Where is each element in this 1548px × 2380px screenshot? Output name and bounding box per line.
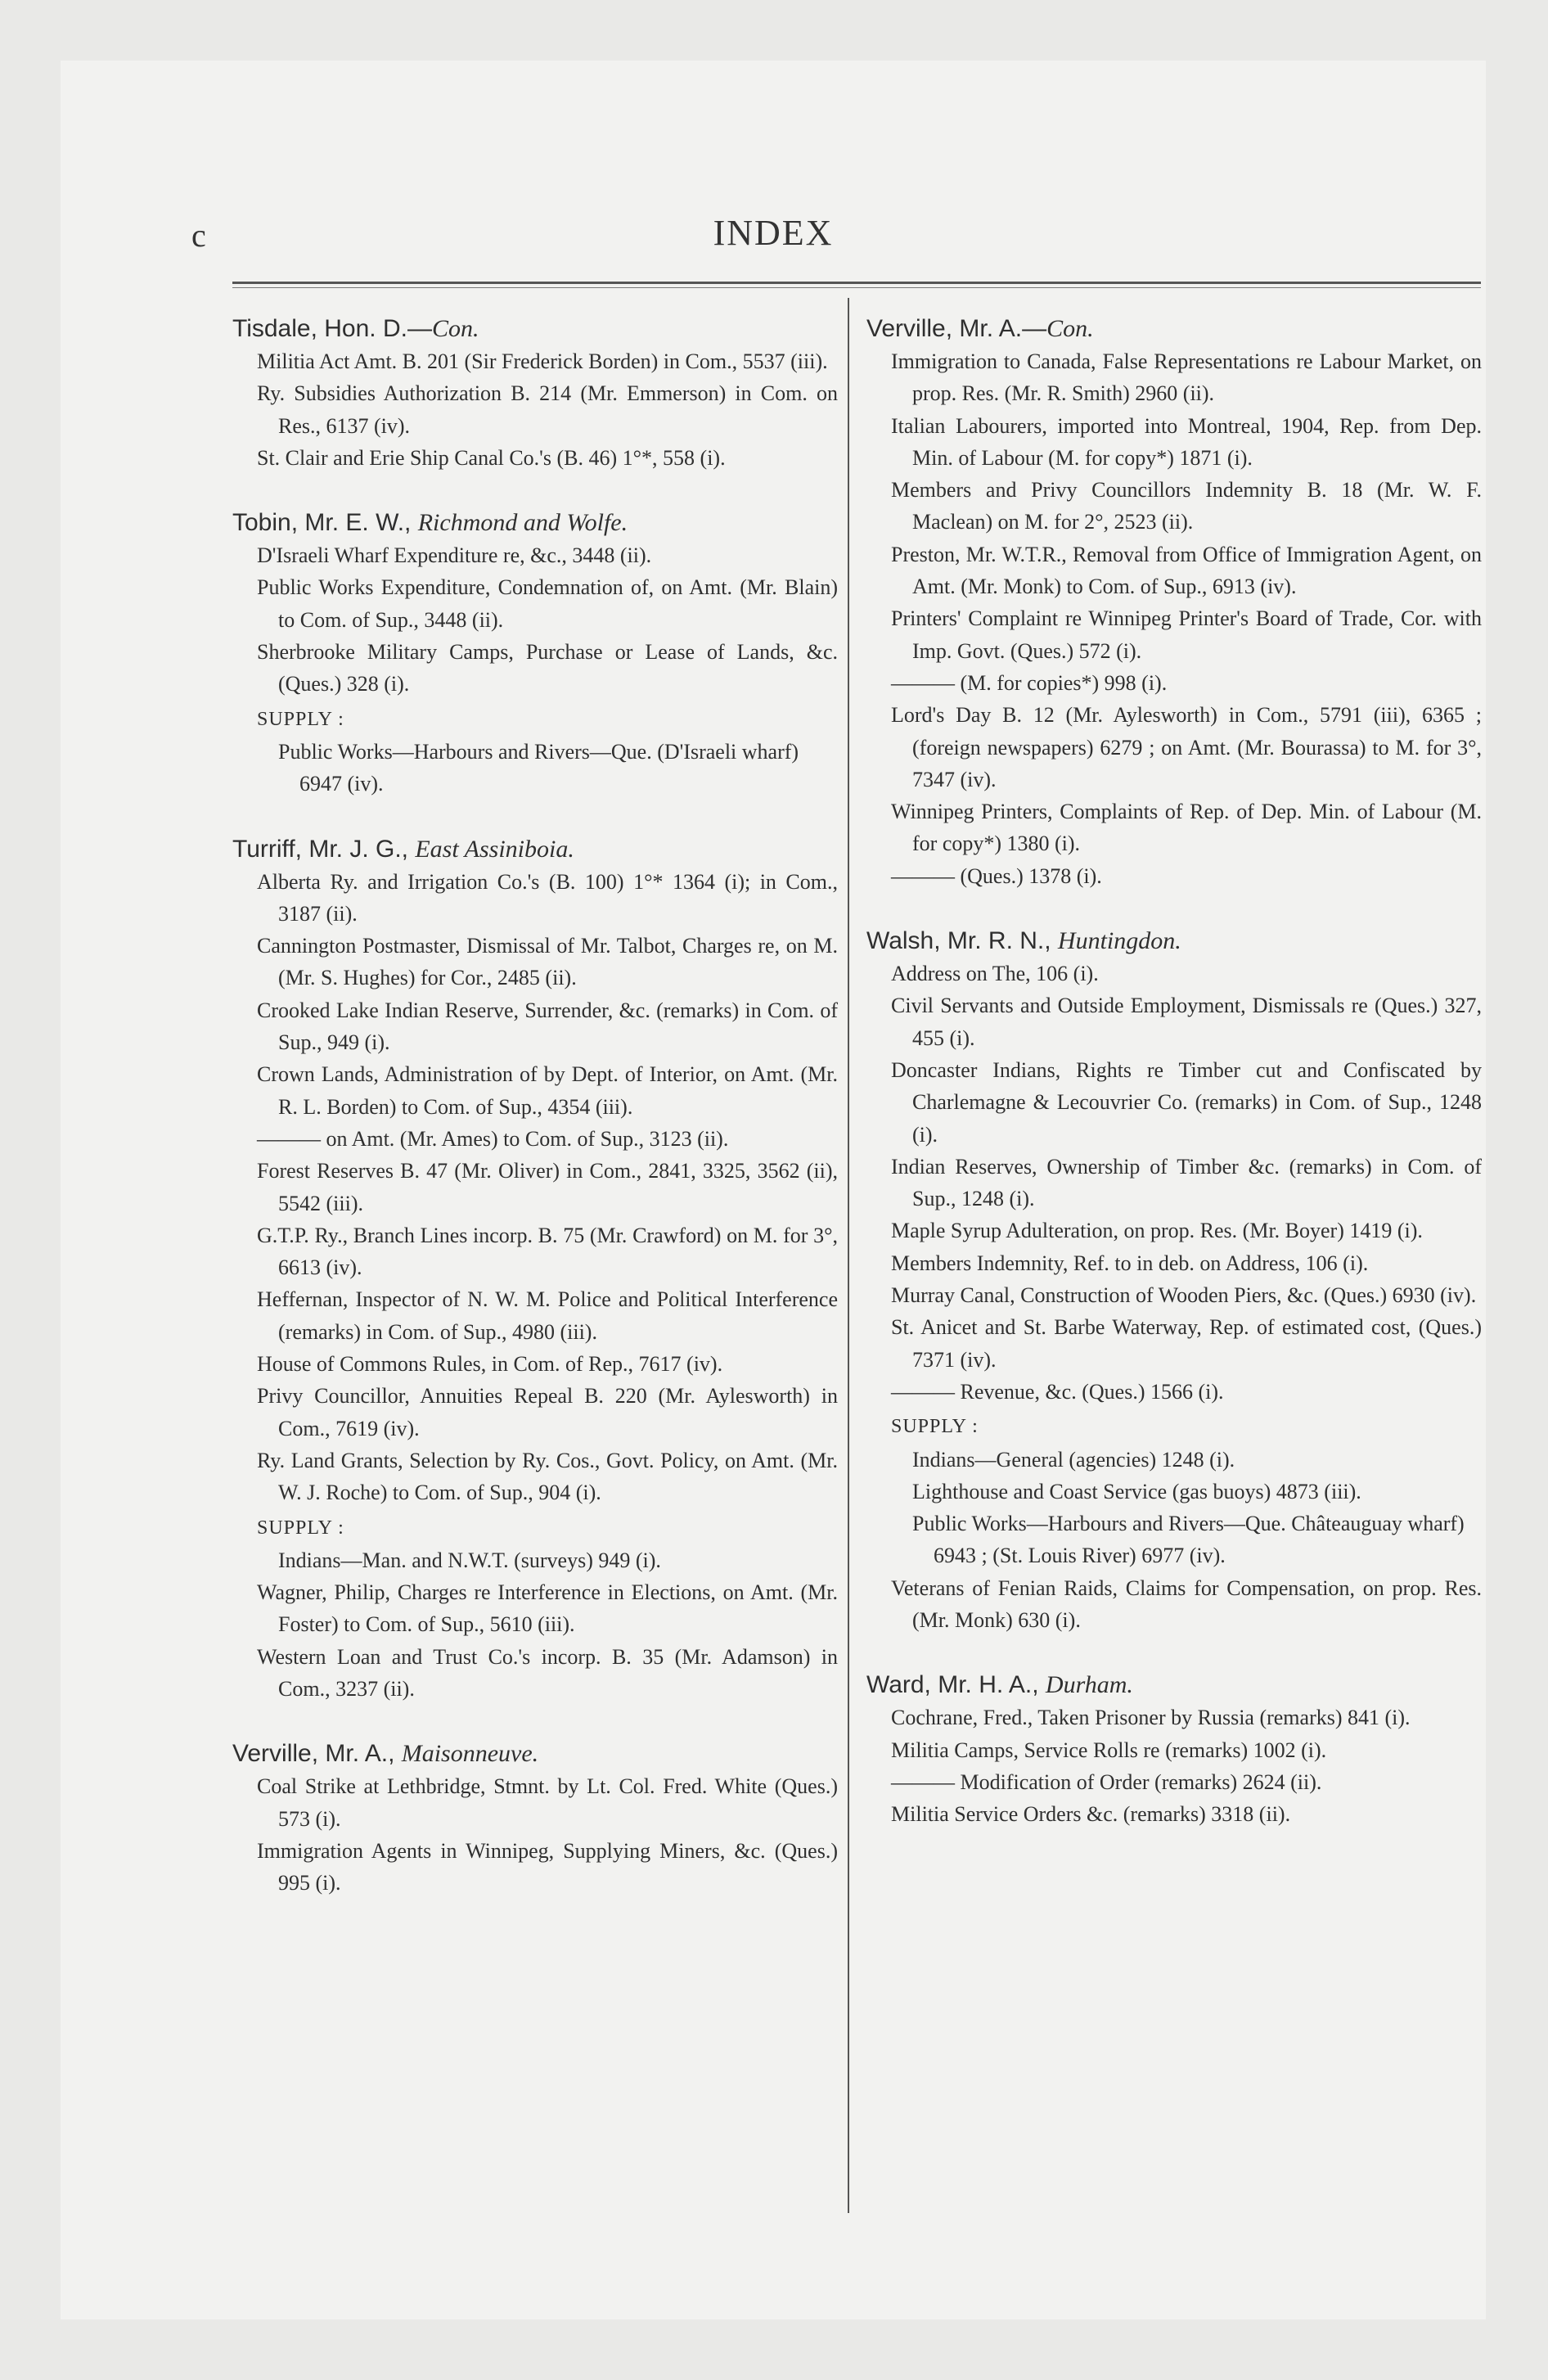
index-entry: Veterans of Fenian Raids, Claims for Compensation, on prop. Res. (Mr. Monk) 630 (i).: [891, 1575, 1482, 1632]
member-heading: [866, 925, 1482, 958]
index-entry: Cochrane, Fred., Taken Prisoner by Russia (remarks) 841 (i).: [891, 1706, 1411, 1730]
index-entry: ——— (M. for copies*) 998 (i).: [891, 670, 1168, 695]
member-name: Tisdale, Hon. D.—: [232, 315, 432, 342]
member-name: Verville, Mr. A.—: [866, 315, 1047, 342]
index-entry: Indian Reserves, Ownership of Timber &c. (remarks) in Com. of Sup., 1248 (i).: [891, 1154, 1482, 1211]
index-entry: Cannington Postmaster, Dismissal of Mr. Talbot, Charges re, on M. (Mr. S. Hughes) for Cor., 2485 (ii).: [257, 934, 838, 990]
index-entry: Immigration Agents in Winnipeg, Supplying Miners, &c. (Ques.) 995 (i).: [257, 1838, 838, 1895]
member-name: Tobin, Mr. E. W.,: [232, 509, 418, 537]
index-entry: Western Loan and Trust Co.'s incorp. B. 35 (Mr. Adamson) in Com., 3237 (ii).: [257, 1644, 838, 1701]
member-constituency: Con.: [1046, 315, 1094, 342]
index-entry: Immigration to Canada, False Representations re Labour Market, on prop. Res. (Mr. R. Smith) 2960 (ii).: [891, 349, 1482, 406]
supply-entry: Public Works—Harbours and Rivers—Que. Châteauguay wharf) 6943 ; (St. Louis River) 6977 (iv).: [912, 1512, 1465, 1568]
index-entry: House of Commons Rules, in Com. of Rep., 7617 (iv).: [257, 1352, 723, 1377]
index-entry: Printers' Complaint re Winnipeg Printer's Board of Trade, Cor. with Imp. Govt. (Ques.) 572 (i).: [891, 606, 1482, 663]
member-heading: [866, 1669, 1482, 1702]
index-entry: Militia Act Amt. B. 201 (Sir Frederick Borden) in Com., 5537 (iii).: [257, 349, 828, 373]
index-entry: Doncaster Indians, Rights re Timber cut and Confiscated by Charlemagne & Lecouvrier Co. (remarks) in Com. of Sup., 1248 (i).: [891, 1057, 1482, 1147]
index-entry: ——— Modification of Order (remarks) 2624 (ii).: [891, 1769, 1322, 1794]
member-constituency: Huntingdon.: [1057, 927, 1181, 955]
index-entry: Public Works Expenditure, Condemnation of, on Amt. (Mr. Blain) to Com. of Sup., 3448 (ii).: [257, 575, 838, 632]
member-name: Verville, Mr. A.,: [232, 1740, 402, 1768]
index-entry: D'Israeli Wharf Expenditure re, &c., 3448 (ii).: [257, 543, 652, 568]
index-page: [61, 61, 1486, 2319]
member-name: Walsh, Mr. R. N.,: [866, 927, 1058, 955]
index-entry: ——— (Ques.) 1378 (i).: [891, 863, 1102, 888]
index-entry: Lord's Day B. 12 (Mr. Aylesworth) in Com., 5791 (iii), 6365 ; (foreign newspapers) 6279 ; on Amt. (Mr. Bourassa) to M. for 3°, 7347 (iv).: [891, 703, 1482, 791]
right-column: [866, 313, 1482, 1830]
column-divider: [848, 298, 849, 2213]
member-constituency: Con.: [431, 315, 479, 342]
index-entry: Address on The, 106 (i).: [891, 962, 1099, 986]
index-entry: Alberta Ry. and Irrigation Co.'s (B. 100) 1°* 1364 (i); in Com., 3187 (ii).: [257, 869, 838, 926]
supply-label: SUPPLY :: [257, 708, 344, 730]
index-entry: ——— Revenue, &c. (Ques.) 1566 (i).: [891, 1379, 1224, 1404]
index-entry: Heffernan, Inspector of N. W. M. Police and Political Interference (remarks) in Com. of Sup., 4980 (iii).: [257, 1287, 838, 1344]
left-column: [232, 313, 838, 1899]
index-entry: Preston, Mr. W.T.R., Removal from Office of Immigration Agent, on Amt. (Mr. Monk) to Com. of Sup., 6913 (iv).: [891, 542, 1482, 599]
member-heading: [232, 313, 838, 345]
index-entry: St. Anicet and St. Barbe Waterway, Rep. of estimated cost, (Ques.) 7371 (iv).: [891, 1315, 1482, 1372]
index-entry: Crooked Lake Indian Reserve, Surrender, &c. (remarks) in Com. of Sup., 949 (i).: [257, 998, 838, 1055]
supply-entry: Public Works—Harbours and Rivers—Que. (D'Israeli wharf) 6947 (iv).: [278, 739, 799, 796]
index-entry: Sherbrooke Military Camps, Purchase or Lease of Lands, &c. (Ques.) 328 (i).: [257, 640, 838, 696]
supply-label: SUPPLY :: [891, 1416, 979, 1438]
member-name: Ward, Mr. H. A.,: [866, 1671, 1046, 1699]
member-constituency: East Assiniboia.: [415, 835, 574, 863]
supply-entry: Indians—Man. and N.W.T. (surveys) 949 (i).: [278, 1548, 661, 1572]
member-name: Turriff, Mr. J. G.,: [232, 835, 416, 863]
supply-entry: Indians—General (agencies) 1248 (i).: [912, 1447, 1235, 1472]
index-entry: Members and Privy Councillors Indemnity B. 18 (Mr. W. F. Maclean) on M. for 2°, 2523 (ii).: [891, 478, 1482, 534]
supply-label: SUPPLY :: [257, 1517, 344, 1539]
index-entry: Ry. Land Grants, Selection by Ry. Cos., Govt. Policy, on Amt. (Mr. W. J. Roche) to Com. of Sup., 904 (i).: [257, 1448, 838, 1505]
header-rule: [232, 282, 1481, 288]
page-title: INDEX: [713, 213, 834, 253]
index-entry: Forest Reserves B. 47 (Mr. Oliver) in Com., 2841, 3325, 3562 (ii), 5542 (iii).: [257, 1159, 838, 1215]
index-entry: G.T.P. Ry., Branch Lines incorp. B. 75 (Mr. Crawford) on M. for 3°, 6613 (iv).: [257, 1223, 838, 1280]
member-heading: [232, 507, 838, 539]
index-entry: Civil Servants and Outside Employment, Dismissals re (Ques.) 327, 455 (i).: [891, 994, 1482, 1050]
index-entry: ——— on Amt. (Mr. Ames) to Com. of Sup., 3123 (ii).: [257, 1126, 729, 1151]
index-entry: Crown Lands, Administration of by Dept. of Interior, on Amt. (Mr. R. L. Borden) to Com. of Sup., 4354 (iii).: [257, 1062, 838, 1119]
member-heading: [232, 1738, 838, 1770]
index-entry: Italian Labourers, imported into Montreal, 1904, Rep. from Dep. Min. of Labour (M. for copy*) 1871 (i).: [891, 413, 1482, 470]
index-entry: Coal Strike at Lethbridge, Stmnt. by Lt. Col. Fred. White (Ques.) 573 (i).: [257, 1774, 838, 1831]
member-constituency: Maisonneuve.: [401, 1740, 539, 1768]
page-letter: c: [191, 217, 206, 254]
member-constituency: Richmond and Wolfe.: [417, 509, 628, 537]
index-entry: Murray Canal, Construction of Wooden Piers, &c. (Ques.) 6930 (iv).: [891, 1283, 1477, 1308]
member-heading: [232, 833, 838, 866]
member-constituency: Durham.: [1045, 1671, 1133, 1699]
index-entry: Militia Service Orders &c. (remarks) 3318 (ii).: [891, 1802, 1291, 1827]
index-entry: Privy Councillor, Annuities Repeal B. 220 (Mr. Aylesworth) in Com., 7619 (iv).: [257, 1384, 838, 1440]
index-entry: Winnipeg Printers, Complaints of Rep. of Dep. Min. of Labour (M. for copy*) 1380 (i).: [891, 800, 1482, 856]
index-entry: Militia Camps, Service Rolls re (remarks) 1002 (i).: [891, 1738, 1327, 1762]
index-entry: St. Clair and Erie Ship Canal Co.'s (B. 46) 1°*, 558 (i).: [257, 445, 726, 470]
index-entry: Wagner, Philip, Charges re Interference in Elections, on Amt. (Mr. Foster) to Com. of Sup., 5610 (iii).: [257, 1580, 838, 1637]
index-entry: Maple Syrup Adulteration, on prop. Res. (Mr. Boyer) 1419 (i).: [891, 1219, 1423, 1243]
index-entry: Ry. Subsidies Authorization B. 214 (Mr. Emmerson) in Com. on Res., 6137 (iv).: [257, 381, 838, 438]
supply-entry: Lighthouse and Coast Service (gas buoys) 4873 (iii).: [912, 1479, 1361, 1503]
member-heading: [866, 313, 1482, 345]
index-entry: Members Indemnity, Ref. to in deb. on Address, 106 (i).: [891, 1251, 1369, 1275]
